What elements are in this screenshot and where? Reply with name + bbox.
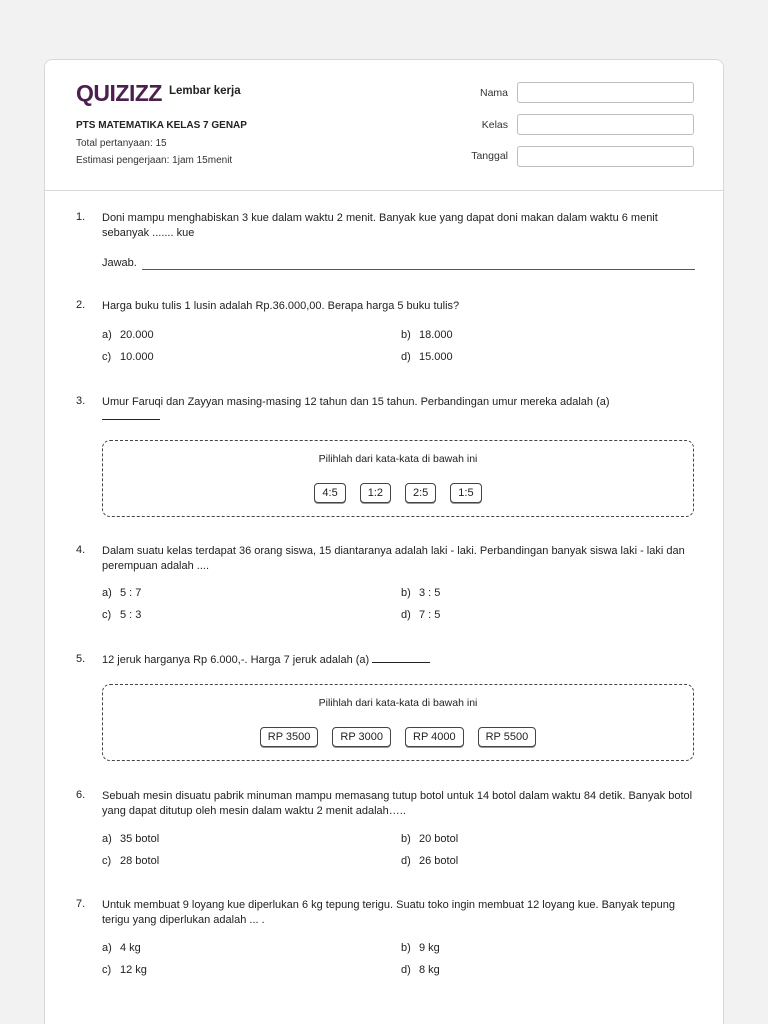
choice-chip[interactable]: 4:5 (314, 483, 345, 503)
quizizz-logo: QUIZIZZ (76, 80, 162, 106)
question-text: Untuk membuat 9 loyang kue diperlukan 6 kg tepung terigu. Suatu toko ingin membuat 12 loyang kue. Banyak tepung terigu yang diperlukan adalah ... . (102, 899, 675, 926)
question-text: 12 jeruk harganya Rp 6.000,-. Harga 7 jeruk adalah (a) (102, 653, 697, 668)
choice-chip[interactable]: RP 3500 (260, 727, 319, 747)
question-number: 4. (76, 544, 86, 556)
option-b[interactable]: b) 3 : 5 (401, 587, 441, 599)
worksheet-subtitle: Lembar kerja (169, 85, 241, 97)
option-b[interactable]: b) 9 kg (401, 942, 440, 954)
class-field[interactable] (517, 114, 694, 135)
choice-chip[interactable]: 1:5 (450, 483, 481, 503)
choice-chip[interactable]: RP 3000 (332, 727, 391, 747)
choice-chips (103, 483, 693, 503)
answer-line[interactable] (142, 269, 695, 270)
option-d[interactable]: d) 7 : 5 (401, 609, 441, 621)
choice-instruction: Pilihlah dari kata-kata di bawah ini (318, 453, 478, 465)
option-c[interactable]: c) 5 : 3 (102, 609, 142, 621)
option-a[interactable]: a) 35 botol (102, 833, 160, 845)
option-a[interactable]: a) 4 kg (102, 942, 141, 954)
worksheet-header (45, 60, 723, 191)
choice-chip[interactable]: 1:2 (360, 483, 391, 503)
total-questions: Total pertanyaan: 15 (76, 138, 167, 149)
question-text: Doni mampu menghabiskan 3 kue dalam waktu 2 menit. Banyak kue yang dapat doni makan dalam waktu 6 menit sebanyak ....... kue (102, 212, 658, 239)
choice-chip[interactable]: RP 4000 (405, 727, 464, 747)
option-a[interactable]: a) 20.000 (102, 329, 154, 341)
answer-blank[interactable] (102, 419, 160, 420)
option-d[interactable]: d) 26 botol (401, 855, 459, 867)
question-number: 5. (76, 653, 86, 665)
question-number: 7. (76, 898, 86, 910)
choice-instruction: Pilihlah dari kata-kata di bawah ini (318, 697, 478, 709)
option-b[interactable]: b) 20 botol (401, 833, 459, 845)
option-d[interactable]: d) 8 kg (401, 964, 440, 976)
option-d[interactable]: d) 15.000 (401, 351, 453, 363)
question-number: 6. (76, 789, 86, 801)
option-a[interactable]: a) 5 : 7 (102, 587, 142, 599)
question-number: 3. (76, 395, 86, 407)
answer-blank[interactable] (372, 662, 430, 663)
question-number: 1. (76, 211, 86, 223)
option-c[interactable]: c) 10.000 (102, 351, 154, 363)
choice-chip[interactable]: 2:5 (405, 483, 436, 503)
date-label: Tanggal (471, 150, 508, 162)
question-text: Harga buku tulis 1 lusin adalah Rp.36.000,00. Berapa harga 5 buku tulis? (102, 300, 460, 312)
word-choice-box (102, 684, 694, 761)
estimated-time: Estimasi pengerjaan: 1jam 15menit (76, 155, 233, 166)
question-text: Dalam suatu kelas terdapat 36 orang siswa, 15 diantaranya adalah laki - laki. Perbandingan banyak siswa laki - laki dan perempuan adalah .... (102, 545, 685, 572)
question-number: 2. (76, 299, 86, 311)
question-text: Umur Faruqi dan Zayyan masing-masing 12 tahun dan 15 tahun. Perbandingan umur mereka adalah (a) (102, 395, 697, 425)
class-label: Kelas (481, 119, 508, 131)
answer-label: Jawab. (102, 257, 137, 269)
name-field[interactable] (517, 82, 694, 103)
option-c[interactable]: c) 28 botol (102, 855, 160, 867)
word-choice-box (102, 440, 694, 517)
option-b[interactable]: b) 18.000 (401, 329, 453, 341)
name-label: Nama (479, 87, 508, 99)
worksheet-page (44, 59, 724, 1024)
question-text: Sebuah mesin disuatu pabrik minuman mampu memasang tutup botol untuk 14 botol dalam waktu 84 detik. Banyak botol yang dapat ditutup oleh mesin dalam waktu 2 menit adalah….. (102, 790, 693, 817)
worksheet-title: PTS MATEMATIKA KELAS 7 GENAP (76, 120, 247, 131)
date-field[interactable] (517, 146, 694, 167)
choice-chip[interactable]: RP 5500 (478, 727, 537, 747)
choice-chips (103, 727, 693, 747)
option-c[interactable]: c) 12 kg (102, 964, 147, 976)
